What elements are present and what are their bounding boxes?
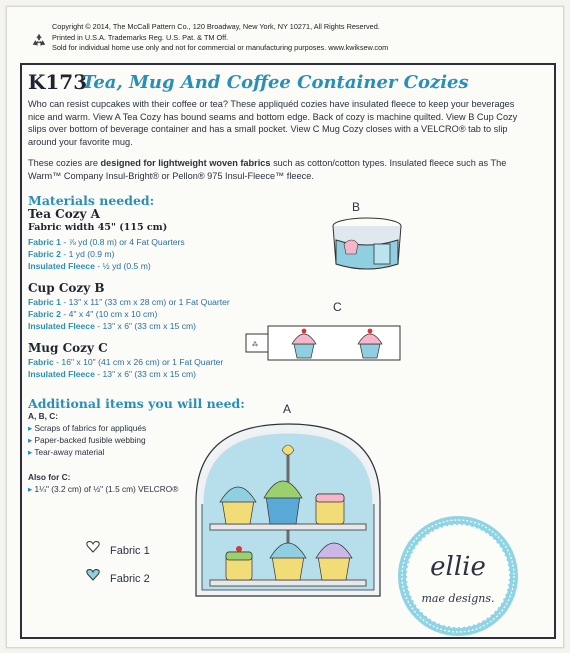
item-scraps: ▸ Scraps of fabrics for appliqués: [28, 423, 146, 434]
item-webbing: ▸ Paper-backed fusible webbing: [28, 435, 146, 446]
cup-fabric1: Fabric 1 - 13" x 11" (33 cm x 28 cm) or 1 Fat Quarter: [28, 297, 230, 307]
logo-mae-text: mae designs.: [421, 592, 495, 605]
additional-heading: Additional items you will need:: [28, 396, 245, 411]
logo-ellie-text: ellie: [430, 552, 486, 582]
pattern-title: Tea, Mug And Coffee Container Cozies: [82, 72, 469, 93]
tea-insulated: Insulated Fleece - ½ yd (0.5 m): [28, 261, 151, 271]
fabric-paragraph: These cozies are designed for lightweight woven fabrics such as cotton/cotton types. Insulated fleece such as The Warm™ Company Insul-Bright® or Pellon® 975 Insul-Fleece™ fleece.: [28, 158, 507, 181]
svg-text:⁂: ⁂: [252, 342, 258, 348]
printed-line: Printed in U.S.A. Trademarks Reg. U.S. Pat. & TM Off.: [52, 32, 229, 42]
cup-insulated: Insulated Fleece - 13" x 6" (33 cm x 15 cm): [28, 321, 197, 331]
cup-cozy-illustration: [330, 216, 405, 276]
fabric2-heart-icon: [86, 568, 100, 582]
fabric1-label: Fabric 1: [110, 545, 150, 557]
tea-cozy-title: Tea Cozy A: [28, 207, 100, 221]
mug-insulated: Insulated Fleece - 13" x 6" (33 cm x 15 cm): [28, 369, 197, 379]
fabric2-label: Fabric 2: [110, 573, 150, 585]
materials-heading: Materials needed:: [28, 193, 155, 208]
mug-cozy-title: Mug Cozy C: [28, 341, 108, 355]
legal-notice: [52, 22, 388, 54]
recycle-icon: [30, 32, 48, 50]
mug-cozy-illustration: [244, 320, 404, 366]
tea-fabric2: Fabric 2 - 1 yd (0.9 m): [28, 249, 115, 259]
intro-paragraph: Who can resist cupcakes with their coffee or tea? These appliquéd cozies have insulated fleece to keep your beverages nice and warm. View A Tea Cozy has bound seams and bottom edge. Back of cozy is machine quilted. View B Cup Cozy slips over bottom of beverage container and has a small pocket. View C Mug Cozy closes with a VELCRO® tab to slip around your favorite mug.: [28, 99, 518, 147]
item-tearaway: ▸ Tear-away material: [28, 447, 104, 458]
cup-cozy-title: Cup Cozy B: [28, 281, 105, 295]
view-a-label: A: [283, 402, 292, 416]
pattern-code: K173: [28, 70, 88, 94]
view-c-label: C: [333, 300, 342, 314]
abc-label: A, B, C:: [28, 411, 58, 421]
item-velcro: ▸ 1¼" (3.2 cm) of ½" (1.5 cm) VELCRO®: [28, 484, 178, 495]
tea-fabric-width: Fabric width 45" (115 cm): [28, 222, 168, 233]
also-c-label: Also for C:: [28, 472, 71, 482]
mug-fabric: Fabric - 16" x 10" (41 cm x 26 cm) or 1 Fat Quarter: [28, 357, 224, 367]
tea-fabric1: Fabric 1 - ⅞ yd (0.8 m) or 4 Fat Quarters: [28, 237, 185, 247]
sold-line: Sold for individual home use only and not for commercial or manufacturing purposes. www.kwiksew.com: [52, 43, 389, 52]
copyright-line: Copyright © 2014, The McCall Pattern Co., 120 Broadway, New York, NY 10271, All Rights Reserved.: [52, 22, 380, 31]
tea-cozy-illustration: [188, 420, 388, 600]
fabric1-heart-icon: [86, 540, 100, 554]
view-b-label: B: [352, 200, 361, 214]
cup-fabric2: Fabric 2 - 4" x 4" (10 cm x 10 cm): [28, 309, 158, 319]
